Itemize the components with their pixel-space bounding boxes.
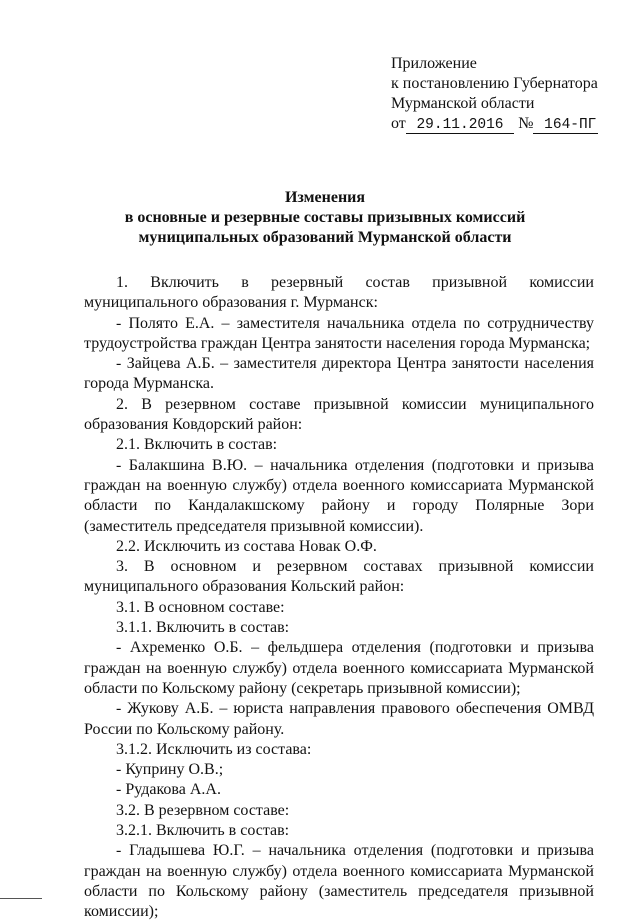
paragraph-16: 3.2. В резервном составе: xyxy=(116,801,290,819)
footer-divider xyxy=(0,898,42,899)
decree-date: 29.11.2016 xyxy=(406,117,514,134)
appendix-decree-ref: к постановлению Губернатора xyxy=(391,75,598,92)
appendix-region: Мурманской области xyxy=(391,95,535,112)
paragraph-1: 1. Включить в резервный состав призывной комиссии муниципального образования г. Мурманск: xyxy=(84,274,594,312)
paragraph-11: - Ахременко О.Б. – фельдшера отделения (подготовки и призыва граждан на военную службу) отдела военного комиссариата Мурманской области по Кольскому району (секретарь призывной комиссии); xyxy=(84,639,594,697)
paragraph-3: - Зайцева А.Б. – заместителя директора Центра занятости населения города Мурманска. xyxy=(84,355,594,393)
paragraph-7: 2.2. Исключить из состава Новак О.Ф. xyxy=(116,537,377,555)
paragraph-2: - Полято Е.А. – заместителя начальника отдела по сотрудничеству трудоустройства граждан Центра занятости населения города Мурманска; xyxy=(84,314,594,352)
appendix-header xyxy=(391,54,598,134)
appendix-date-line xyxy=(391,114,598,134)
paragraph-18: - Гладышева Ю.Г. – начальника отделения (подготовки и призыва граждан на военную службу) отдела военного комиссариата Мурманской области по Кольскому району (заместитель председателя призывной комиссии); xyxy=(84,842,594,921)
title-line-1: Изменения xyxy=(284,189,366,206)
document-title xyxy=(80,188,570,248)
paragraph-6: - Балакшина В.Ю. – начальника отделения (подготовки и призыва граждан на военную службу) отдела военного комиссариата Мурманской области по Кандалакшскому району и городу Полярные Зори (заместитель председателя призывной комиссии). xyxy=(84,456,594,535)
paragraph-9: 3.1. В основном составе: xyxy=(116,598,285,616)
paragraph-8: 3. В основном и резервном составах призывной комиссии муниципального образования Кольский район: xyxy=(84,558,594,596)
date-prefix: от xyxy=(391,115,406,132)
decree-number: 164-ПГ xyxy=(533,117,598,134)
paragraph-13: 3.1.2. Исключить из состава: xyxy=(116,740,312,758)
paragraph-15: - Рудакова А.А. xyxy=(116,781,221,799)
number-prefix: № xyxy=(518,115,534,132)
paragraph-14: - Куприну О.В.; xyxy=(116,761,224,779)
paragraph-17: 3.2.1. Включить в состав: xyxy=(116,822,290,840)
title-line-2: в основные и резервные составы призывных комиссий xyxy=(124,209,526,226)
paragraph-12: - Жукову А.Б. – юриста направления правового обеспечения ОМВД России по Кольскому району. xyxy=(84,700,594,738)
appendix-label: Приложение xyxy=(391,55,477,72)
paragraph-4: 2. В резервном составе призывной комиссии муниципального образования Ковдорский район: xyxy=(84,395,594,434)
paragraph-10: 3.1.1. Включить в состав: xyxy=(116,619,290,637)
title-line-3: муниципальных образований Мурманской области xyxy=(138,229,512,246)
paragraph-5: 2.1. Включить в состав: xyxy=(116,436,278,454)
document-body xyxy=(84,273,594,923)
